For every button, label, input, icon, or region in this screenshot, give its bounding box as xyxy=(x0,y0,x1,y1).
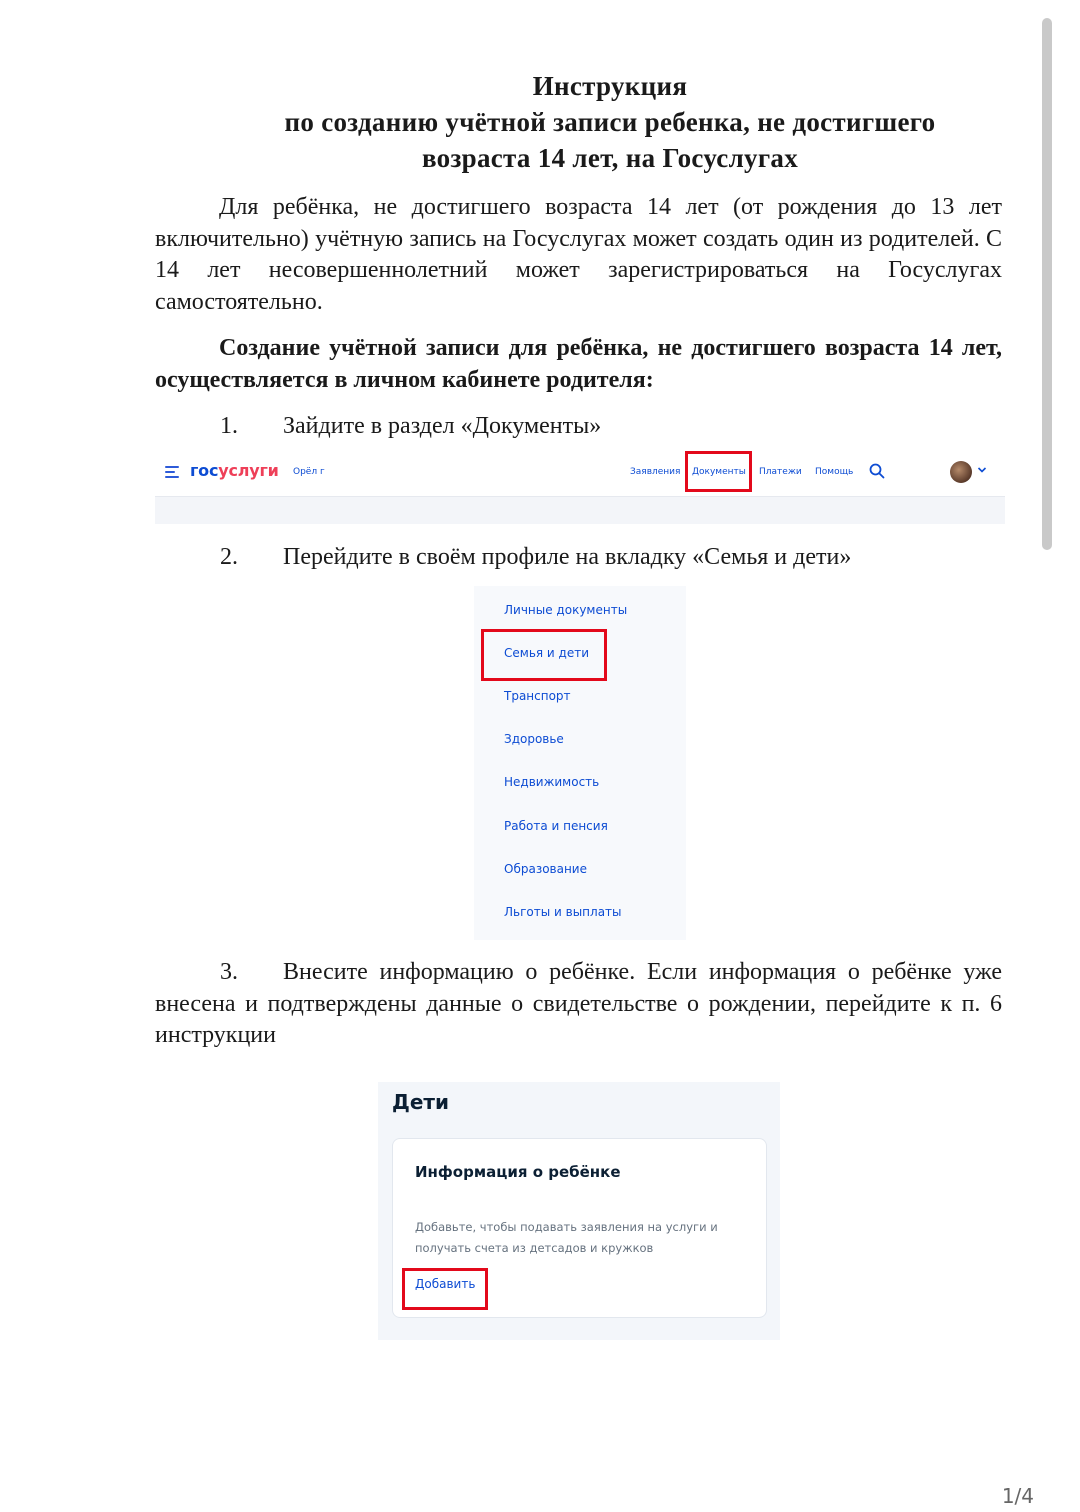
sidebar-item-real-estate[interactable]: Недвижимость xyxy=(504,775,600,789)
search-icon[interactable] xyxy=(869,463,885,479)
page-indicator: 1/4 xyxy=(1001,1484,1034,1508)
step-3-number: 3. xyxy=(220,959,238,985)
gosuslugi-logo[interactable]: госуслуги xyxy=(190,461,279,480)
sidebar-item-education[interactable]: Образование xyxy=(504,862,587,876)
sidebar-item-benefits[interactable]: Льготы и выплаты xyxy=(504,905,622,919)
step-1 xyxy=(220,410,601,442)
sidebar-item-health[interactable]: Здоровье xyxy=(504,732,564,746)
highlight-add-button xyxy=(402,1268,488,1310)
menu-icon[interactable] xyxy=(165,466,179,478)
step-2 xyxy=(220,541,851,573)
bold-note: Создание учётной записи для ребёнка, не достигшего возраста 14 лет, осуществляется в личном кабинете родителя: xyxy=(155,335,1002,393)
title-line-2: по созданию учётной записи ребенка, не достигшего xyxy=(284,107,936,137)
sidebar-screenshot xyxy=(474,586,686,940)
nav-documents[interactable]: Документы xyxy=(692,467,746,477)
nav-applications[interactable]: Заявления xyxy=(630,467,681,477)
sidebar-item-work-pension[interactable]: Работа и пенсия xyxy=(504,819,608,833)
highlight-family-children xyxy=(481,629,607,681)
sidebar-item-transport[interactable]: Транспорт xyxy=(504,689,571,703)
step-1-number: 1. xyxy=(220,413,238,439)
title-line-3: возраста 14 лет, на Госуслугах xyxy=(421,143,798,173)
title-line-1: Инструкция xyxy=(532,71,688,101)
child-info-description: Добавьте, чтобы подавать заявления на услуги и получать счета из детсадов и кружков xyxy=(415,1220,718,1255)
nav-help[interactable]: Помощь xyxy=(815,467,854,477)
step-2-number: 2. xyxy=(220,544,238,570)
header-screenshot xyxy=(155,450,1005,524)
document-title xyxy=(0,68,1080,176)
sidebar-item-family-children[interactable]: Семья и дети xyxy=(504,646,590,660)
avatar[interactable] xyxy=(950,461,972,483)
children-heading: Дети xyxy=(392,1090,449,1114)
children-screenshot xyxy=(378,1082,780,1340)
child-info-card xyxy=(392,1138,767,1318)
child-info-title: Информация о ребёнке xyxy=(415,1163,621,1181)
step-2-text: Перейдите в своём профиле на вкладку «Семья и дети» xyxy=(283,544,852,570)
sidebar-item-personal-documents[interactable]: Личные документы xyxy=(504,603,628,617)
city-selector[interactable]: Орёл г xyxy=(293,467,325,477)
intro-paragraph: Для ребёнка, не достигшего возраста 14 лет (от рождения до 13 лет включительно) учётную запись на Госуслугах может создать один из родителей. С 14 лет несовершеннолетний может зарегистрироваться на Госуслугах самостоятельно. xyxy=(155,194,1002,315)
nav-payments[interactable]: Платежи xyxy=(759,467,802,477)
step-3-text: Внесите информацию о ребёнке. Если информация о ребёнке уже внесена и подтверждены данные о свидетельстве о рождении, перейдите к п. 6 инструкции xyxy=(155,959,1002,1048)
add-child-button[interactable]: Добавить xyxy=(415,1277,476,1291)
chevron-down-icon[interactable] xyxy=(977,466,987,474)
highlight-documents xyxy=(685,451,752,492)
step-1-text: Зайдите в раздел «Документы» xyxy=(283,413,602,439)
step-3 xyxy=(155,957,1002,1052)
